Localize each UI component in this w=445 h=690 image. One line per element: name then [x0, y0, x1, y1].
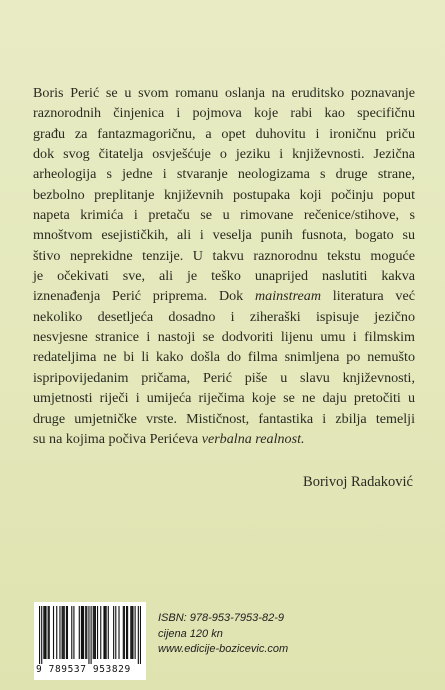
barcode-bar	[81, 606, 82, 659]
barcode-bar	[83, 606, 84, 659]
blurb-line: nesvjesne stranice i nastoji se dodvoriti lijenu umu i filmskim	[33, 329, 415, 346]
barcode-bar	[94, 606, 95, 659]
barcode-bar	[64, 606, 65, 659]
barcode-bar	[106, 606, 107, 659]
barcode-bar	[132, 606, 133, 659]
blurb-line: Boris Perić se u svom romanu oslanja na eruditsko poznavanje	[33, 85, 415, 101]
blurb-line: arheologija s jedne i stvaranje neologizama s druge strane,	[33, 166, 415, 183]
blurb-text-run: su na kojima počiva Perićeva	[33, 430, 199, 447]
blurb-text-run: iznenađenja Perić priprema. Dok	[33, 288, 244, 305]
barcode-bar	[56, 606, 57, 659]
barcode-bar	[100, 606, 101, 659]
blurb-line: nekoliko desetljeća dosadno i ziheraški ispisuje jezično	[33, 308, 415, 325]
price-label: cijena 120 kn	[158, 627, 223, 640]
barcode-bar	[43, 606, 44, 659]
barcode-bar	[45, 606, 46, 659]
author-signature: Borivoj Radaković	[303, 474, 413, 490]
barcode-box	[34, 602, 146, 680]
blurb-line: redateljima ne bi li kako došla do filma snimljena po nemušto	[33, 349, 415, 366]
barcode-bar	[95, 606, 96, 659]
barcode-bar	[97, 606, 98, 659]
barcode-bar	[71, 606, 72, 659]
barcode-bar	[138, 606, 139, 664]
blurb-line: raznorodnih činjenica i pojmova koje rabi kao specifičnu	[33, 105, 415, 122]
barcode-bar	[67, 606, 68, 659]
barcode-bar	[63, 606, 64, 659]
barcode-bar	[130, 606, 131, 659]
blurb-text-run: literatura već	[332, 288, 415, 305]
barcode-bars	[39, 606, 141, 664]
barcode-bar	[140, 606, 141, 664]
barcode-bar	[131, 606, 132, 659]
blurb-line: umjetnosti riječi i umijeća riječima koje se ne daju pretočiti u	[33, 390, 415, 407]
emphasis-mainstream: mainstream	[254, 288, 322, 305]
blurb-line: mnoštvom esejističkih, ali i veselja punih fusnota, bogato su	[33, 227, 415, 244]
barcode-bar	[39, 606, 40, 664]
barcode-bar	[62, 606, 63, 659]
blurb-line: štivo neprekidne tenzije. U takvu raznorodnu tekstu moguće	[33, 247, 415, 264]
barcode-bar	[115, 606, 116, 659]
blurb-text	[33, 83, 415, 449]
barcode-bar	[59, 606, 60, 659]
blurb-line: je očekivati sve, ali je teško unaprijed naslutiti kakva	[33, 268, 415, 285]
barcode-bar	[86, 606, 87, 659]
barcode-digits: 9 789537 953829	[36, 664, 131, 675]
emphasis-verbalna-realnost: verbalna realnost.	[201, 430, 305, 447]
blurb-line: ispripovijedanim pričama, Perić piše u slavu književnosti,	[33, 369, 415, 386]
barcode-bar	[41, 606, 42, 664]
barcode-bar	[79, 606, 80, 659]
barcode-bar	[104, 606, 105, 659]
barcode-bar	[126, 606, 127, 659]
blurb-line: dok svog čitatelja osvješćuje o jeziku i književnosti. Jezična	[33, 146, 415, 163]
blurb-line: napeta krimića i pretaču se u rimovane rečenice/stihove, s	[33, 207, 415, 224]
blurb-line	[33, 429, 415, 449]
blurb-line: bezbolno preplitanje književnih postupaka koji počinju poput	[33, 186, 415, 203]
barcode-bar	[93, 606, 94, 659]
barcode-bar	[91, 606, 92, 664]
barcode-bar	[123, 606, 124, 659]
barcode-bar	[66, 606, 67, 659]
blurb-line: građu za fantazmagoričnu, a opet duhovitu i ironičnu priču	[33, 125, 415, 142]
barcode-bar	[53, 606, 54, 659]
barcode-bar	[113, 606, 114, 659]
barcode-bar	[44, 606, 45, 659]
barcode-bar	[48, 606, 49, 659]
website-label: www.edicije-bozicevic.com	[158, 643, 289, 655]
barcode-bar	[127, 606, 128, 659]
barcode-bar	[88, 606, 89, 664]
barcode-bar	[135, 606, 136, 659]
barcode-bar	[85, 606, 86, 659]
blurb-line: druge umjetničke vrste. Mističnost, fantastika i zbilja temelji	[33, 410, 415, 427]
barcode-bar	[49, 606, 50, 659]
barcode-bar	[73, 606, 74, 659]
barcode-bar	[108, 606, 109, 659]
isbn-label: ISBN: 978-953-7953-82-9	[158, 612, 284, 624]
book-info	[158, 611, 288, 658]
barcode-bar	[82, 606, 83, 659]
barcode-bar	[103, 606, 104, 659]
blurb-line	[33, 286, 415, 306]
barcode-bar	[118, 606, 119, 659]
barcode-bar	[124, 606, 125, 659]
